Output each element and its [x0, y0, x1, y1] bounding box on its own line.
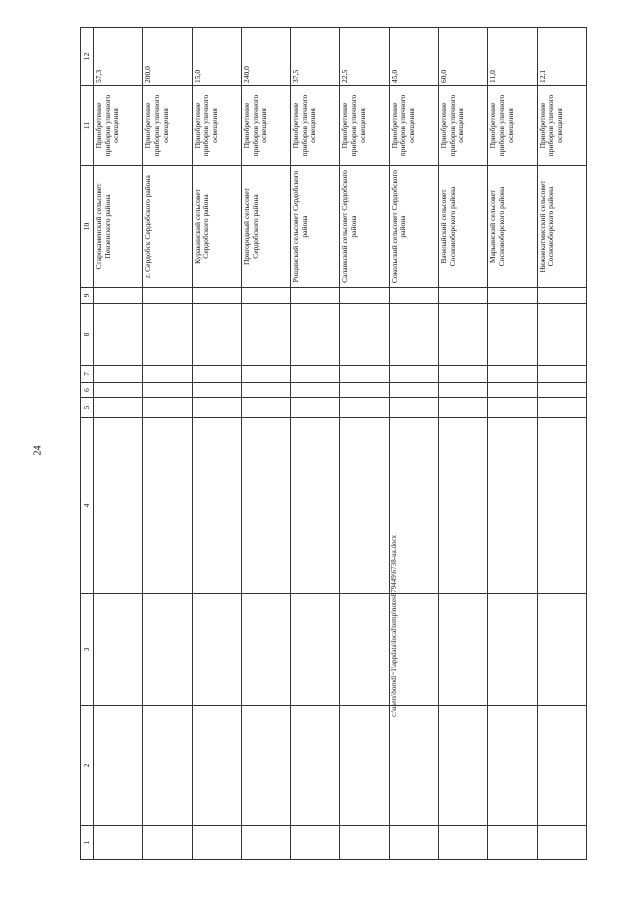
empty-cell — [537, 288, 586, 304]
empty-cell — [241, 288, 290, 304]
purpose-cell: Приобретение приборов уличного освещения — [439, 86, 488, 166]
empty-cell — [94, 826, 143, 860]
empty-cell — [537, 418, 586, 594]
file-path-footer: c:\users\borodi~1\appdata\local\temp\notes879449\6738-ua.docx — [390, 534, 398, 717]
empty-cell — [291, 594, 340, 706]
column-header: 2 — [81, 706, 94, 826]
empty-cell — [488, 366, 537, 383]
empty-cell — [94, 288, 143, 304]
page-number: 24 — [32, 445, 44, 456]
purpose-cell: Приобретение приборов уличного освещения — [241, 86, 290, 166]
empty-cell — [291, 304, 340, 366]
empty-cell — [241, 383, 290, 398]
empty-cell — [439, 706, 488, 826]
empty-cell — [488, 418, 537, 594]
empty-cell — [340, 398, 389, 418]
empty-cell — [143, 706, 192, 826]
column-header: 4 — [81, 418, 94, 594]
empty-cell — [241, 366, 290, 383]
empty-cell — [340, 706, 389, 826]
column-header: 3 — [81, 594, 94, 706]
table-body — [94, 28, 587, 860]
empty-cell — [94, 366, 143, 383]
empty-cell — [340, 594, 389, 706]
empty-cell — [94, 383, 143, 398]
column-header: 1 — [81, 826, 94, 860]
empty-cell — [143, 288, 192, 304]
empty-cell — [488, 288, 537, 304]
table-row — [340, 28, 389, 860]
column-header: 9 — [81, 288, 94, 304]
column-header: 8 — [81, 304, 94, 366]
amount-cell: 45,0 — [389, 28, 438, 86]
empty-cell — [192, 826, 241, 860]
empty-cell — [340, 826, 389, 860]
empty-cell — [192, 304, 241, 366]
empty-cell — [488, 706, 537, 826]
purpose-cell: Приобретение приборов уличного освещения — [291, 86, 340, 166]
empty-cell — [192, 398, 241, 418]
empty-cell — [340, 366, 389, 383]
table-row — [537, 28, 586, 860]
empty-cell — [143, 418, 192, 594]
empty-cell — [439, 304, 488, 366]
empty-cell — [439, 383, 488, 398]
purpose-cell: Приобретение приборов уличного освещения — [143, 86, 192, 166]
empty-cell — [389, 706, 438, 826]
empty-cell — [192, 594, 241, 706]
rotated-table-container — [80, 28, 585, 860]
empty-cell — [192, 706, 241, 826]
empty-cell — [291, 366, 340, 383]
table-row — [488, 28, 537, 860]
amount-cell: 15,0 — [192, 28, 241, 86]
empty-cell — [488, 826, 537, 860]
empty-cell — [94, 398, 143, 418]
empty-cell — [291, 418, 340, 594]
empty-cell — [143, 398, 192, 418]
empty-cell — [94, 594, 143, 706]
empty-cell — [488, 398, 537, 418]
empty-cell — [340, 288, 389, 304]
table-row — [94, 28, 143, 860]
empty-cell — [143, 366, 192, 383]
empty-cell — [537, 383, 586, 398]
empty-cell — [241, 418, 290, 594]
empty-cell — [488, 594, 537, 706]
empty-cell — [488, 304, 537, 366]
empty-cell — [241, 826, 290, 860]
empty-cell — [291, 398, 340, 418]
empty-cell — [488, 383, 537, 398]
column-header: 12 — [81, 28, 94, 86]
amount-cell: 11,0 — [488, 28, 537, 86]
column-header: 11 — [81, 86, 94, 166]
empty-cell — [94, 706, 143, 826]
empty-cell — [340, 418, 389, 594]
table-row — [192, 28, 241, 860]
purpose-cell: Приобретение приборов уличного освещения — [537, 86, 586, 166]
empty-cell — [143, 383, 192, 398]
empty-cell — [537, 304, 586, 366]
column-header: 7 — [81, 366, 94, 383]
empty-cell — [94, 418, 143, 594]
amount-cell: 200,0 — [143, 28, 192, 86]
empty-cell — [439, 288, 488, 304]
empty-cell — [241, 706, 290, 826]
empty-cell — [439, 594, 488, 706]
empty-cell — [537, 594, 586, 706]
locality-cell: Рощинский сельсовет Сердобского района — [291, 166, 340, 288]
empty-cell — [143, 304, 192, 366]
column-number-row — [81, 28, 94, 860]
empty-cell — [241, 594, 290, 706]
empty-cell — [241, 304, 290, 366]
empty-cell — [143, 826, 192, 860]
locality-cell: Нижнекатмисский сельсовет Сосновоборского района — [537, 166, 586, 288]
purpose-cell: Приобретение приборов уличного освещения — [340, 86, 389, 166]
empty-cell — [192, 288, 241, 304]
empty-cell — [537, 826, 586, 860]
empty-cell — [389, 826, 438, 860]
table-row — [143, 28, 192, 860]
table-row — [291, 28, 340, 860]
amount-cell: 37,5 — [291, 28, 340, 86]
empty-cell — [340, 383, 389, 398]
empty-cell — [537, 706, 586, 826]
empty-cell — [291, 288, 340, 304]
table-row — [241, 28, 290, 860]
purpose-cell: Приобретение приборов уличного освещения — [488, 86, 537, 166]
empty-cell — [340, 304, 389, 366]
empty-cell — [439, 366, 488, 383]
empty-cell — [439, 398, 488, 418]
column-header: 10 — [81, 166, 94, 288]
locality-cell: Вачелайский сельсовет Сосновоборского района — [439, 166, 488, 288]
purpose-cell: Приобретение приборов уличного освещения — [192, 86, 241, 166]
column-header: 5 — [81, 398, 94, 418]
amount-cell: 22,5 — [340, 28, 389, 86]
purpose-cell: Приобретение приборов уличного освещения — [94, 86, 143, 166]
empty-cell — [192, 383, 241, 398]
locality-cell: Салавкский сельсовет Сердобского района — [340, 166, 389, 288]
locality-cell: Сокольский сельсовет Сердобского района — [389, 166, 438, 288]
amount-cell: 12,1 — [537, 28, 586, 86]
locality-cell: г. Сердобск Сердобского района — [143, 166, 192, 288]
empty-cell — [192, 418, 241, 594]
data-table — [80, 27, 587, 860]
locality-cell: Марьинский сельсовет Сосновоборского района — [488, 166, 537, 288]
empty-cell — [291, 706, 340, 826]
amount-cell: 60,0 — [439, 28, 488, 86]
purpose-cell: Приобретение приборов уличного освещения — [389, 86, 438, 166]
column-header: 6 — [81, 383, 94, 398]
empty-cell — [291, 383, 340, 398]
empty-cell — [439, 418, 488, 594]
empty-cell — [537, 398, 586, 418]
locality-cell: Куракинский сельсовет Сердобского района — [192, 166, 241, 288]
empty-cell — [192, 366, 241, 383]
empty-cell — [439, 826, 488, 860]
table-row — [439, 28, 488, 860]
empty-cell — [241, 398, 290, 418]
locality-cell: Пригородный сельсовет Сердобского района — [241, 166, 290, 288]
locality-cell: Старокаменский сельсовет Пензенского района — [94, 166, 143, 288]
amount-cell: 240,0 — [241, 28, 290, 86]
empty-cell — [291, 826, 340, 860]
amount-cell: 57,3 — [94, 28, 143, 86]
empty-cell — [143, 594, 192, 706]
empty-cell — [537, 366, 586, 383]
empty-cell — [94, 304, 143, 366]
